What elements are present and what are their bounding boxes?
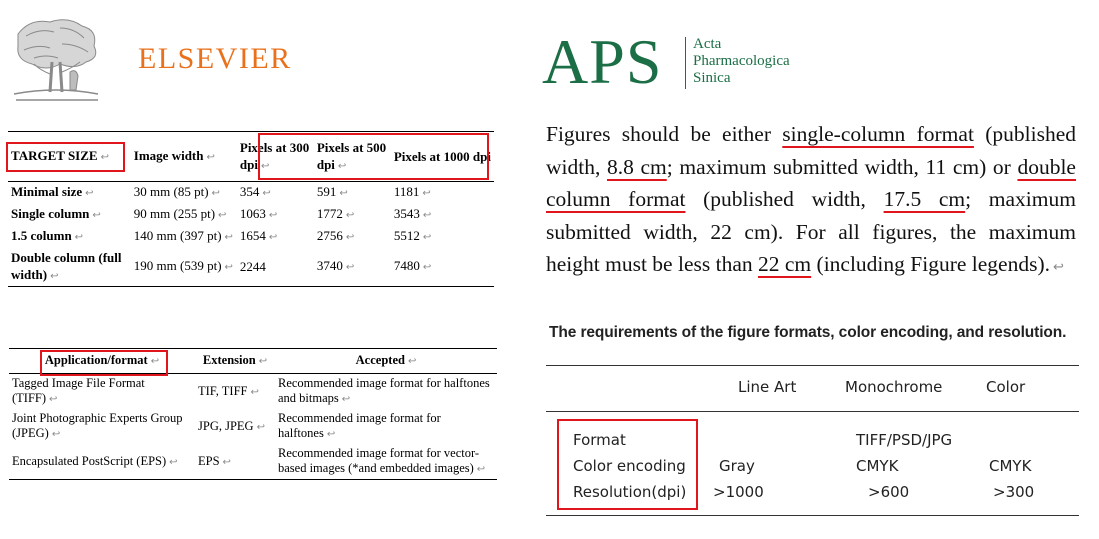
table-cell: 5512 ↩ bbox=[393, 228, 432, 243]
column-header: Pixels at 500 dpi ↩ bbox=[314, 132, 391, 182]
row-label-color-encoding: Color encoding bbox=[573, 457, 686, 475]
table-cell: 190 mm (539 pt) ↩ bbox=[131, 248, 237, 287]
aps-logo: APS bbox=[542, 26, 663, 97]
text-run: (including Figure legends). bbox=[811, 252, 1050, 277]
underlined-text: 22 cm bbox=[758, 252, 812, 277]
table-cell: Double column (full width) ↩ bbox=[8, 248, 131, 287]
table-cell: 1063 ↩ bbox=[239, 206, 278, 221]
table-cell: TIF, TIFF ↩ bbox=[198, 383, 259, 398]
table-row bbox=[9, 444, 497, 480]
elsevier-wordmark: ELSEVIER bbox=[138, 42, 292, 75]
text-run: (published width, bbox=[546, 122, 1076, 179]
resolution-color: >300 bbox=[993, 483, 1035, 501]
column-header: Application/format ↩ bbox=[9, 349, 195, 374]
table-cell: 2756 ↩ bbox=[316, 228, 355, 243]
elsevier-tree-logo-icon bbox=[10, 14, 102, 102]
aps-subtitle-line: Sinica bbox=[693, 70, 731, 86]
row-label-format: Format bbox=[573, 431, 626, 449]
column-header: Extension ↩ bbox=[195, 349, 275, 374]
text-run: (published width, bbox=[685, 187, 884, 212]
table-row bbox=[8, 182, 494, 204]
aps-subtitle-line: Acta bbox=[693, 36, 722, 52]
column-header: Accepted ↩ bbox=[275, 349, 497, 374]
table-cell: 140 mm (397 pt) ↩ bbox=[133, 228, 233, 243]
table-row bbox=[8, 226, 494, 248]
color-encoding-monochrome: CMYK bbox=[856, 457, 899, 475]
aps-journal-name bbox=[693, 36, 790, 87]
table-cell: 3740 ↩ bbox=[314, 248, 391, 287]
column-header: Image width ↩ bbox=[131, 132, 237, 182]
color-encoding-color: CMYK bbox=[989, 457, 1032, 475]
underlined-text: single-column format bbox=[782, 122, 974, 146]
resolution-monochrome: >600 bbox=[868, 483, 910, 501]
table-cell: Recommended image format for vector-based images (*and embedded images) ↩ bbox=[275, 444, 497, 480]
underlined-text: double column format bbox=[546, 154, 1076, 212]
underlined-text: 8.8 cm bbox=[606, 154, 667, 179]
table-cell: 3543 ↩ bbox=[393, 206, 432, 221]
text-run: Figures should be either bbox=[546, 122, 783, 146]
requirements-table-caption: The requirements of the figure formats, color encoding, and resolution. bbox=[549, 324, 1067, 341]
column-header: Pixels at 300 dpi ↩ bbox=[237, 132, 314, 182]
table-cell: 354 ↩ bbox=[239, 184, 271, 200]
figure-size-guideline-paragraph: Figures should be either single-column format (published width, 8.8 cm; maximum submitted width, 11 cm) or double column format (published width, 17.5 cm; maximum submitted width, 22 cm). For all figures, the maximum height must be less than 22 cm (including Figure legends). ↩ bbox=[546, 122, 1076, 277]
underlined-text: 17.5 cm bbox=[883, 187, 966, 212]
column-header: Pixels at 1000 dpi bbox=[391, 132, 494, 182]
table-row bbox=[8, 204, 494, 226]
table-top-rule bbox=[546, 365, 1079, 366]
table-row bbox=[9, 409, 497, 444]
table-cell: 2244 bbox=[237, 248, 314, 287]
column-header-line-art: Line Art bbox=[738, 378, 797, 396]
table-cell: 1654 ↩ bbox=[239, 228, 278, 243]
row-labels-highlight-box bbox=[557, 419, 698, 510]
table-cell: EPS ↩ bbox=[195, 444, 275, 480]
table-cell: Single column ↩ bbox=[11, 206, 101, 221]
table-bottom-rule bbox=[546, 515, 1079, 516]
table-cell: 1181 ↩ bbox=[393, 184, 431, 200]
table-row bbox=[9, 374, 497, 410]
target-size-highlight-box bbox=[6, 142, 125, 172]
column-header-monochrome: Monochrome bbox=[845, 378, 943, 396]
table-cell: 7480 ↩ bbox=[391, 248, 494, 287]
row-label-resolution: Resolution(dpi) bbox=[573, 483, 687, 501]
table-header-rule bbox=[546, 411, 1079, 412]
table-cell: 30 mm (85 pt) ↩ bbox=[133, 184, 220, 200]
table-cell: JPG, JPEG ↩ bbox=[198, 418, 265, 433]
table-cell: 1772 ↩ bbox=[316, 206, 355, 221]
text-run: ; maximum submitted width, 11 cm) or bbox=[666, 154, 1018, 179]
color-encoding-line-art: Gray bbox=[719, 457, 755, 475]
table-cell: Recommended image format for halftones and bitmaps ↩ bbox=[278, 376, 490, 405]
table-cell: Minimal size ↩ bbox=[11, 184, 94, 200]
format-value: TIFF/PSD/JPG bbox=[856, 431, 953, 449]
application-format-highlight-box bbox=[40, 350, 168, 376]
pixels-header-highlight-box bbox=[258, 133, 489, 180]
resolution-line-art: >1000 bbox=[713, 483, 764, 501]
text-run: ; maximum submitted width, 22 cm). For all figures, the maximum height must be less than bbox=[546, 187, 1076, 277]
table-cell: Encapsulated PostScript (EPS) ↩ bbox=[9, 444, 195, 480]
table-cell: 90 mm (255 pt) ↩ bbox=[133, 206, 227, 221]
table-row bbox=[8, 248, 494, 287]
table-cell: Tagged Image File Format (TIFF) ↩ bbox=[12, 376, 145, 405]
table-cell: Recommended image format for halftones ↩ bbox=[278, 411, 441, 440]
table-cell: 591 ↩ bbox=[316, 184, 348, 200]
table-cell: Joint Photographic Experts Group (JPEG) ↩ bbox=[12, 411, 183, 440]
column-header-color: Color bbox=[986, 378, 1026, 396]
column-header: TARGET SIZE ↩ bbox=[8, 132, 131, 182]
aps-logo-divider bbox=[685, 37, 686, 89]
aps-subtitle-line: Pharmacologica bbox=[693, 53, 790, 69]
table-cell: 1.5 column ↩ bbox=[11, 228, 84, 243]
